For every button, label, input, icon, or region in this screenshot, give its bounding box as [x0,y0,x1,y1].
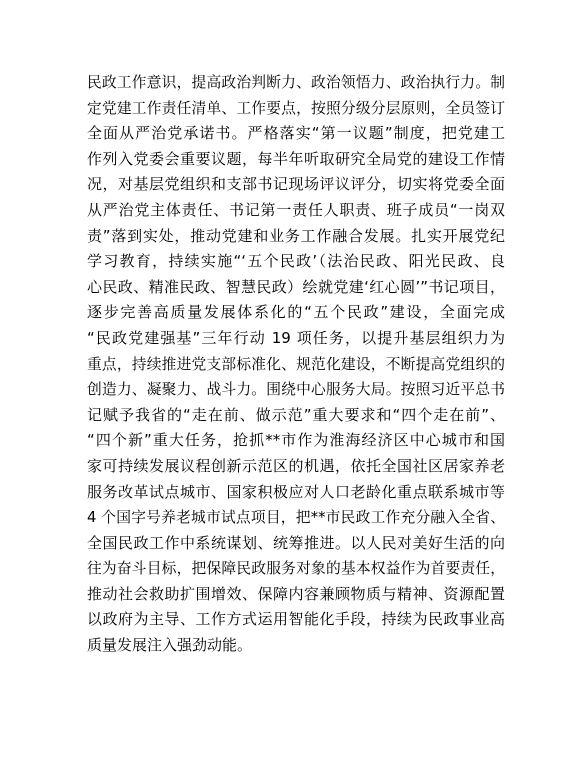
text-line: 质量发展注入强劲动能。 [87,636,253,655]
text-line: 重点，持续推进党支部标准化、规范化建设，不断提高党组织的 [87,355,505,373]
text-line: 作列入党委会重要议题，每半年听取研究全局党的建设工作情 [87,149,505,168]
text-line: “四个新”重大任务，抢抓**市作为淮海经济区中心城市和国 [87,431,505,450]
text-line: 4 个国字号养老城市试点项目，把**市民政工作充分融入全省、 [87,509,505,527]
text-line: 全国民政工作中系统谋划、统筹推进。以人民对美好生活的向 [87,533,505,552]
text-line: 创造力、凝聚力、战斗力。围绕中心服务大局。按照习近平总书 [87,381,505,399]
text-line: 定党建工作责任清单、工作要点，按照分级分层原则，全员签订 [87,99,505,117]
body-paragraph [87,70,505,659]
text-line: 心民政、精准民政、智慧民政）绘就党建‘红心圆’”书记项目， [87,277,505,296]
text-line: 以政府为主导、工作方式运用智能化手段，持续为民政事业高 [87,610,505,629]
text-line: 往为奋斗目标，把保障民政服务对象的基本权益作为首要责任， [87,560,505,578]
text-line: 全面从严治党承诺书。严格落实“第一议题”制度，把党建工 [87,124,505,143]
text-line: 从严治党主体责任、书记第一责任人职责、班子成员“一岗双 [87,200,505,219]
text-line: 学习教育，持续实施“‘五个民政’（法治民政、阳光民政、良 [87,252,505,271]
text-line: 记赋予我省的“走在前、做示范”重大要求和“四个走在前”、 [87,405,505,424]
text-line: 推动社会救助扩围增效、保障内容兼顾物质与精神、资源配置 [87,584,505,603]
text-line: 家可持续发展议程创新示范区的机遇，依托全国社区居家养老 [87,456,505,475]
text-line: 服务改革试点城市、国家积极应对人口老龄化重点联系城市等 [87,482,505,501]
text-line: 逐步完善高质量发展体系化的“五个民政”建设，全面完成 [87,303,505,322]
text-line: 况，对基层党组织和支部书记现场评议评分，切实将党委全面 [87,175,505,194]
text-line: 责”落到实处，推动党建和业务工作融合发展。扎实开展党纪 [87,226,505,245]
text-line: 民政工作意识，提高政治判断力、政治领悟力、政治执行力。制 [87,74,505,91]
text-line: “民政党建强基”三年行动 19 项任务，以提升基层组织力为 [87,328,505,347]
